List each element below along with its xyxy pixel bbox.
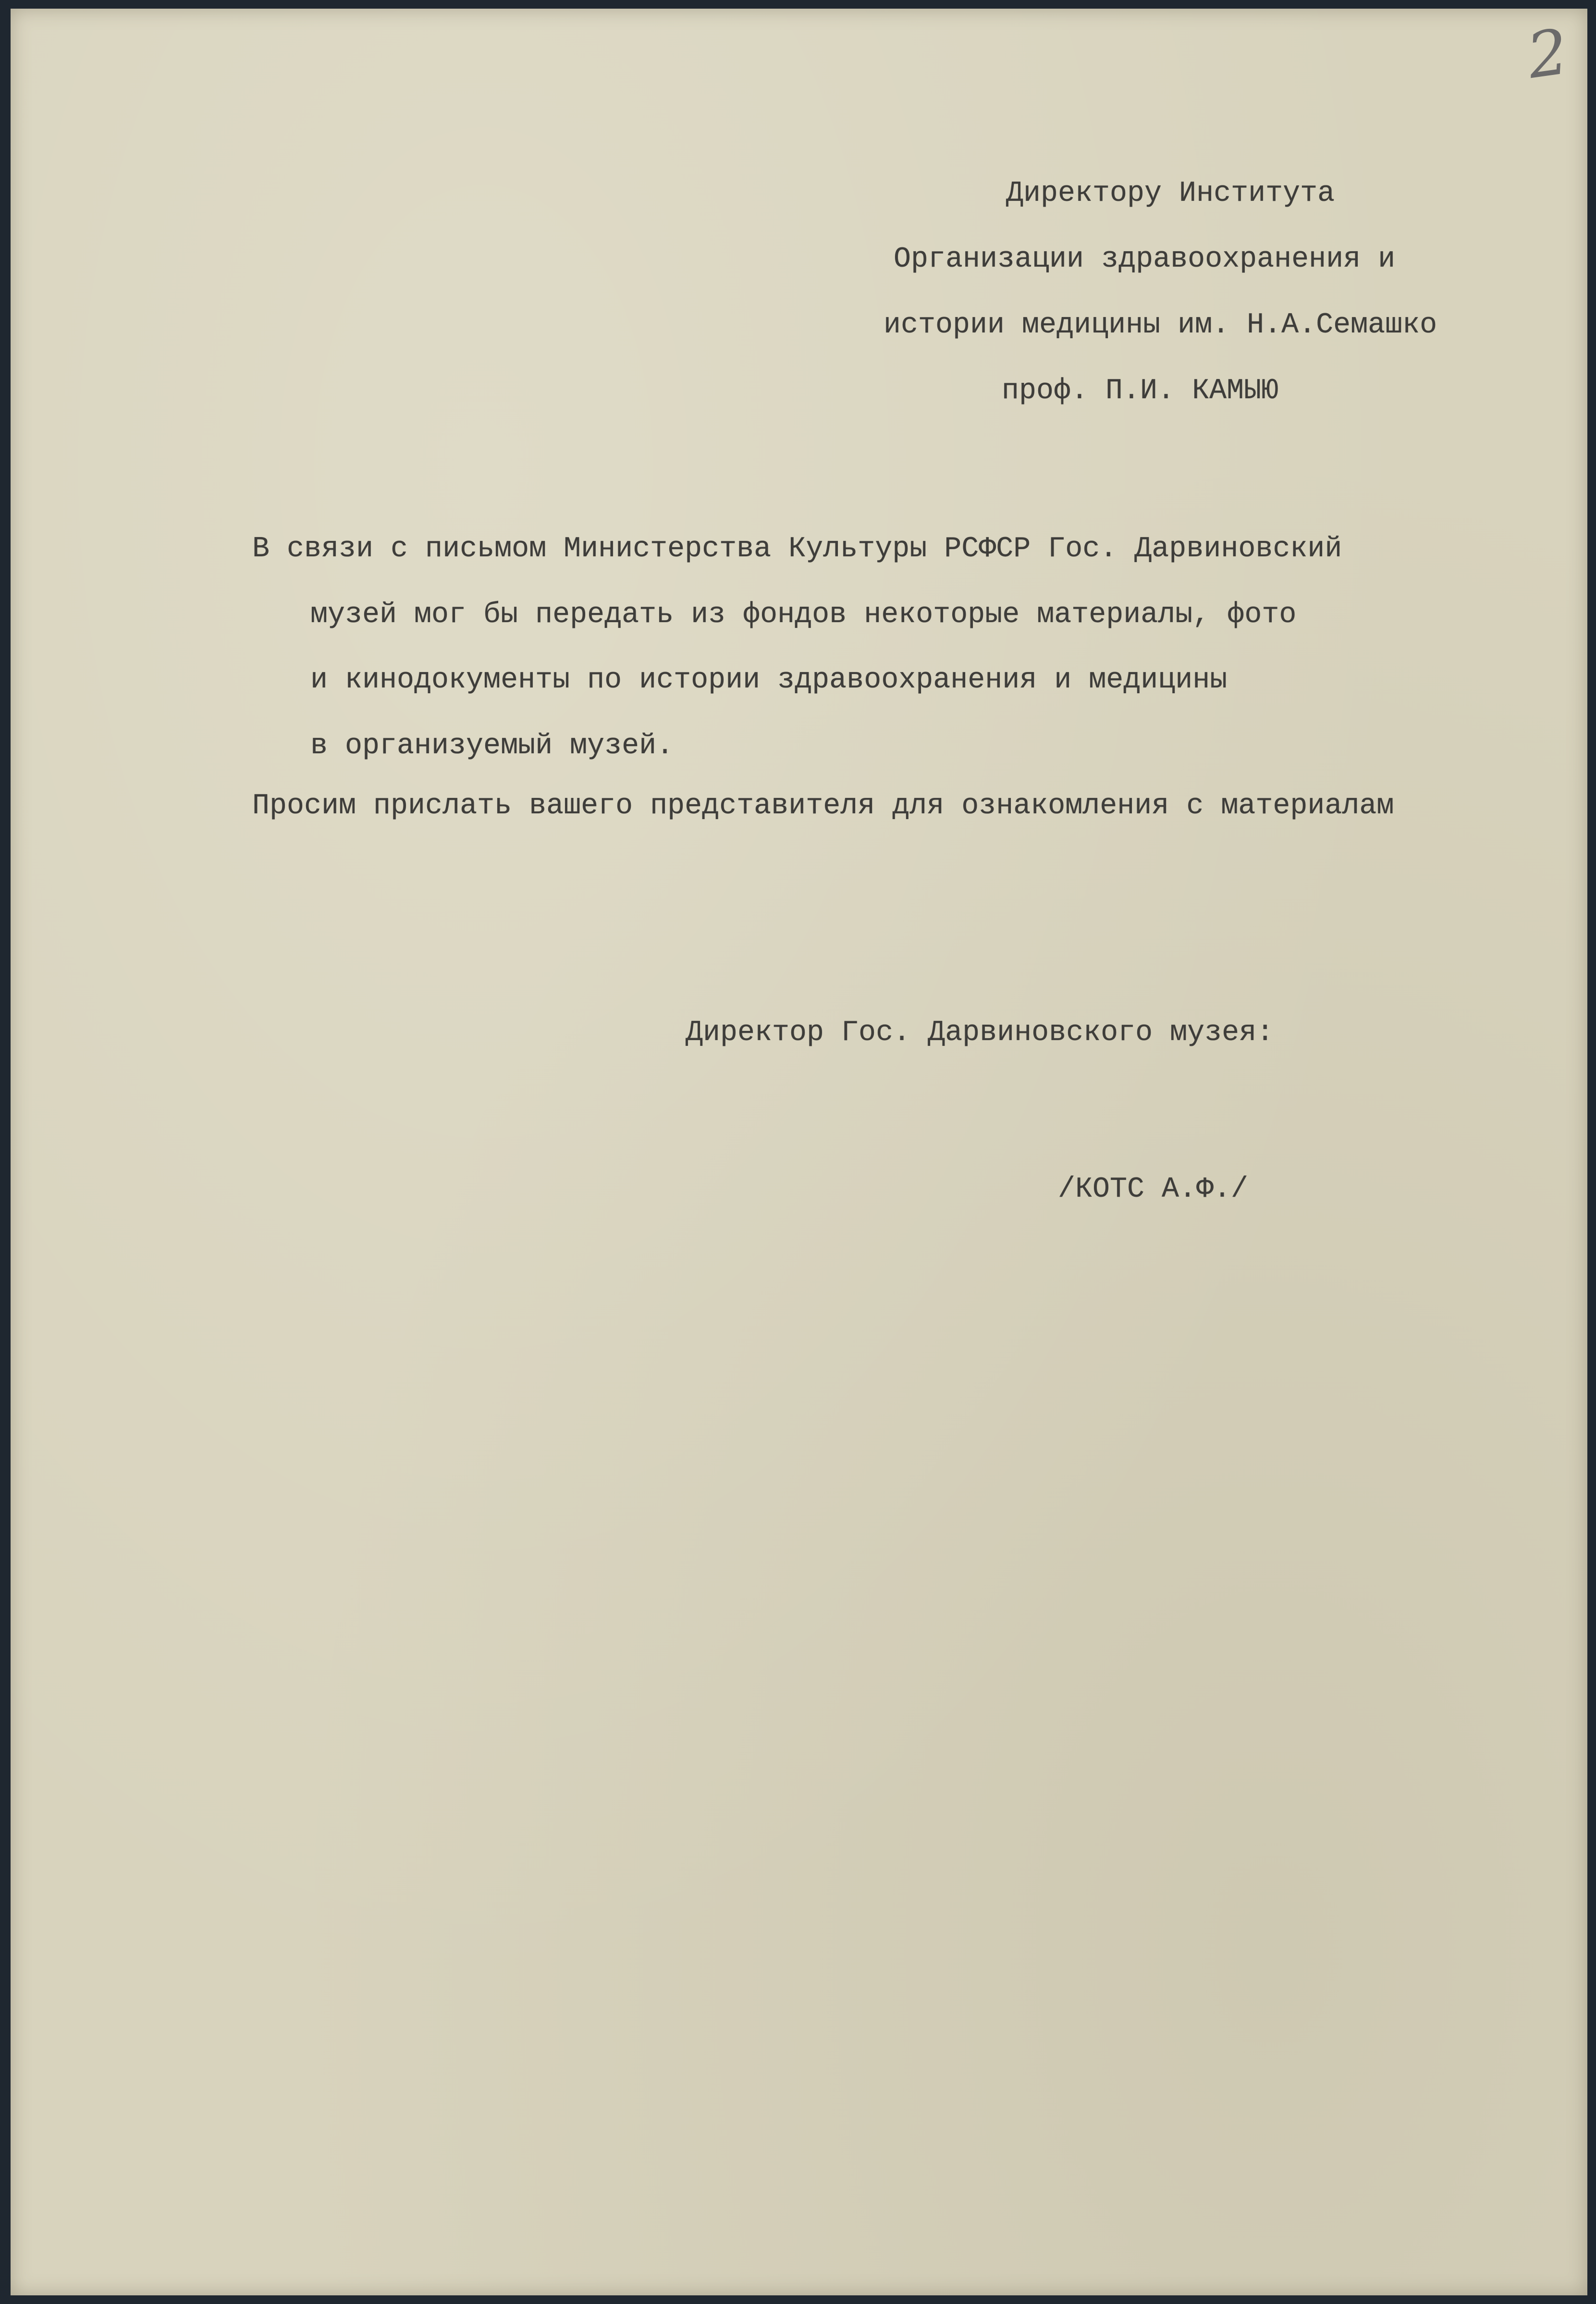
signature-title: Директор Гос. Дарвиновского музея: (686, 1017, 1274, 1049)
body-line: музей мог бы передать из фондов некоторые материалы, фото (310, 599, 1297, 631)
addressee-line: проф. П.И. КАМЫЮ (1002, 375, 1279, 407)
body-line: Просим прислать вашего представителя для ознакомления с материалам (252, 790, 1394, 822)
addressee-line: Организации здравоохранения и (894, 243, 1396, 276)
handwritten-page-number: 2 (1522, 14, 1572, 93)
addressee-line: Директору Института (1006, 177, 1335, 210)
body-line: и кинодокументы по истории здравоохранения и медицины (310, 664, 1228, 697)
document-page (11, 9, 1587, 2295)
addressee-line: истории медицины им. Н.А.Семашко (884, 309, 1437, 342)
body-line: в организуемый музей. (310, 730, 674, 762)
signature-name: /КОТС А.Ф./ (1058, 1173, 1249, 1206)
body-line: В связи с письмом Министерства Культуры РСФСР Гос. Дарвиновский (252, 533, 1342, 565)
